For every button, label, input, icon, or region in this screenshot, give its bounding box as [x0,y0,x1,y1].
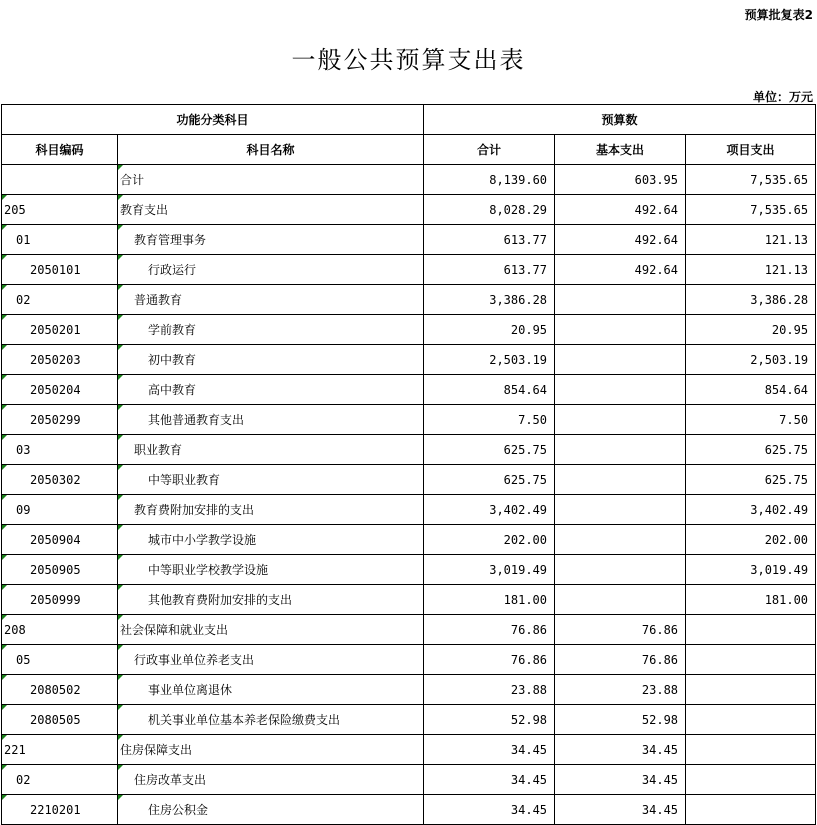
cell-flag-icon [2,675,7,680]
table-row [2,465,816,495]
cell-code [2,675,118,705]
cell-project [686,285,816,315]
cell-code-text: 2050101 [30,262,81,277]
cell-name-text: 学前教育 [148,323,197,337]
cell-name [118,795,424,825]
cell-code [2,345,118,375]
cell-basic [555,435,686,465]
cell-project-text: 121.13 [764,232,809,247]
cell-basic [555,405,686,435]
cell-flag-icon [118,795,123,800]
header-name: 科目名称 [118,135,424,165]
cell-flag-icon [2,795,7,800]
cell-code-text: 03 [16,442,31,457]
cell-flag-icon [2,645,7,650]
cell-name [118,465,424,495]
cell-code-text: 208 [4,622,26,637]
cell-total-text: 3,386.28 [489,292,548,307]
cell-code-text: 2050904 [30,532,81,547]
header-column-row [2,135,816,165]
cell-total [424,735,555,765]
cell-code [2,645,118,675]
cell-total-text: 613.77 [503,262,548,277]
cell-project [686,765,816,795]
cell-name [118,585,424,615]
cell-project [686,525,816,555]
cell-name [118,375,424,405]
cell-total-text: 23.88 [510,682,548,697]
cell-basic-text: 34.45 [641,802,679,817]
cell-basic [555,555,686,585]
cell-code [2,435,118,465]
cell-code [2,495,118,525]
cell-project-text: 7,535.65 [750,172,809,187]
cell-code [2,195,118,225]
cell-name [118,555,424,585]
cell-flag-icon [2,315,7,320]
cell-name [118,255,424,285]
cell-basic [555,315,686,345]
cell-name [118,705,424,735]
cell-code-text: 2050203 [30,352,81,367]
cell-project [686,555,816,585]
table-row [2,795,816,825]
cell-total [424,795,555,825]
table-row [2,555,816,585]
cell-total [424,705,555,735]
cell-code [2,615,118,645]
cell-code-text: 01 [16,232,31,247]
cell-basic-text: 52.98 [641,712,679,727]
cell-code-text: 2050999 [30,592,81,607]
cell-total-text: 3,019.49 [489,562,548,577]
cell-name-text: 其他教育费附加安排的支出 [148,593,293,607]
cell-flag-icon [2,555,7,560]
cell-code [2,165,118,195]
cell-basic [555,165,686,195]
cell-code-text: 221 [4,742,26,757]
cell-name [118,345,424,375]
cell-flag-icon [118,225,123,230]
cell-basic [555,645,686,675]
cell-project-text: 3,386.28 [750,292,809,307]
table-row [2,645,816,675]
cell-project [686,255,816,285]
cell-total [424,195,555,225]
cell-code-text: 2080505 [30,712,81,727]
cell-name [118,225,424,255]
cell-total [424,405,555,435]
cell-project-text: 625.75 [764,442,809,457]
cell-code-text: 205 [4,202,26,217]
cell-total-text: 34.45 [510,802,548,817]
table-row [2,495,816,525]
cell-flag-icon [118,585,123,590]
cell-total [424,165,555,195]
cell-name [118,195,424,225]
cell-basic-text: 76.86 [641,622,679,637]
cell-total [424,375,555,405]
cell-total-text: 34.45 [510,772,548,787]
cell-flag-icon [118,255,123,260]
cell-name [118,285,424,315]
cell-flag-icon [2,495,7,500]
table-row [2,165,816,195]
cell-basic [555,285,686,315]
cell-name [118,675,424,705]
cell-code-text: 2210201 [30,802,81,817]
cell-flag-icon [2,255,7,260]
cell-total [424,255,555,285]
header-group-row [2,105,816,135]
cell-basic [555,795,686,825]
header-total: 合计 [424,135,555,165]
cell-name-text: 行政运行 [148,263,197,277]
table-row [2,435,816,465]
cell-flag-icon [2,735,7,740]
cell-flag-icon [2,465,7,470]
cell-total-text: 202.00 [503,532,548,547]
cell-total-text: 34.45 [510,742,548,757]
cell-name [118,315,424,345]
cell-code [2,585,118,615]
cell-basic-text: 34.45 [641,742,679,757]
cell-name [118,615,424,645]
cell-total-text: 20.95 [510,322,548,337]
cell-name-text: 住房公积金 [148,803,209,817]
cell-project [686,795,816,825]
cell-name-text: 初中教育 [148,353,197,367]
cell-project [686,705,816,735]
cell-code [2,405,118,435]
cell-flag-icon [118,375,123,380]
cell-total-text: 625.75 [503,442,548,457]
cell-name-text: 事业单位离退休 [148,683,233,697]
cell-flag-icon [118,645,123,650]
table-row [2,735,816,765]
cell-project [686,465,816,495]
cell-project [686,645,816,675]
cell-code [2,525,118,555]
cell-total [424,675,555,705]
cell-total [424,285,555,315]
cell-total-text: 854.64 [503,382,548,397]
cell-total [424,345,555,375]
cell-code [2,705,118,735]
cell-total-text: 7.50 [518,412,548,427]
cell-basic [555,675,686,705]
cell-total-text: 181.00 [503,592,548,607]
cell-flag-icon [2,585,7,590]
table-row [2,525,816,555]
page-title: 一般公共预算支出表 [291,46,526,74]
cell-project [686,165,816,195]
cell-name-text: 教育费附加安排的支出 [134,503,255,517]
cell-flag-icon [118,435,123,440]
cell-basic [555,735,686,765]
cell-total-text: 613.77 [503,232,548,247]
table-row [2,255,816,285]
cell-flag-icon [118,195,123,200]
cell-project-text: 7,535.65 [750,202,809,217]
cell-project [686,375,816,405]
cell-project [686,735,816,765]
cell-basic-text: 603.95 [634,172,679,187]
header-basic: 基本支出 [555,135,686,165]
cell-basic-text: 492.64 [634,262,679,277]
cell-flag-icon [2,615,7,620]
cell-project-text: 202.00 [764,532,809,547]
cell-name [118,645,424,675]
cell-code [2,795,118,825]
cell-flag-icon [118,735,123,740]
cell-basic [555,375,686,405]
cell-flag-icon [118,285,123,290]
cell-basic [555,195,686,225]
table-row [2,375,816,405]
cell-flag-icon [118,675,123,680]
cell-code [2,375,118,405]
cell-flag-icon [118,165,123,170]
header-group-budget: 预算数 [424,105,816,135]
cell-flag-icon [118,555,123,560]
cell-code [2,225,118,255]
cell-flag-icon [2,225,7,230]
table-row [2,195,816,225]
header-group-functional: 功能分类科目 [2,105,424,135]
cell-name [118,405,424,435]
cell-project [686,435,816,465]
cell-name-text: 教育管理事务 [134,233,207,247]
header-project: 项目支出 [686,135,816,165]
cell-project-text: 7.50 [779,412,809,427]
cell-total [424,765,555,795]
budget-table-body [2,165,816,825]
cell-flag-icon [2,345,7,350]
cell-project-text: 854.64 [764,382,809,397]
cell-flag-icon [118,765,123,770]
cell-code [2,765,118,795]
cell-total [424,645,555,675]
cell-flag-icon [118,465,123,470]
cell-project [686,615,816,645]
cell-basic [555,585,686,615]
cell-name-text: 城市中小学教学设施 [148,533,257,547]
cell-total [424,495,555,525]
cell-flag-icon [2,405,7,410]
cell-name-text: 中等职业教育 [148,473,221,487]
cell-code-text: 05 [16,652,31,667]
cell-code [2,285,118,315]
cell-name-text: 教育支出 [120,203,169,217]
cell-name [118,165,424,195]
cell-code [2,555,118,585]
cell-project-text: 2,503.19 [750,352,809,367]
cell-project [686,315,816,345]
table-row [2,345,816,375]
cell-code-text: 2050905 [30,562,81,577]
cell-total-text: 8,028.29 [489,202,548,217]
cell-project-text: 20.95 [771,322,809,337]
cell-code-text: 09 [16,502,31,517]
cell-flag-icon [118,345,123,350]
cell-code-text: 02 [16,292,31,307]
cell-flag-icon [2,285,7,290]
cell-project-text: 181.00 [764,592,809,607]
cell-code-text: 2050302 [30,472,81,487]
cell-code-text: 2080502 [30,682,81,697]
cell-project-text: 3,402.49 [750,502,809,517]
cell-total-text: 76.86 [510,652,548,667]
cell-total [424,555,555,585]
cell-total [424,465,555,495]
cell-basic [555,255,686,285]
cell-name [118,765,424,795]
cell-project-text: 625.75 [764,472,809,487]
cell-total-text: 3,402.49 [489,502,548,517]
unit-label: 单位：万元 [752,90,813,104]
cell-basic [555,615,686,645]
cell-project-text: 121.13 [764,262,809,277]
cell-name-text: 行政事业单位养老支出 [134,653,255,667]
cell-name [118,735,424,765]
table-row [2,765,816,795]
cell-code [2,735,118,765]
table-row [2,675,816,705]
cell-flag-icon [118,405,123,410]
cell-flag-icon [2,195,7,200]
cell-name-text: 中等职业学校教学设施 [148,563,269,577]
cell-code-text: 2050201 [30,322,81,337]
cell-basic-text: 34.45 [641,772,679,787]
cell-total-text: 52.98 [510,712,548,727]
header-code: 科目编码 [2,135,118,165]
cell-name-text: 住房改革支出 [134,773,207,787]
cell-basic-text: 492.64 [634,202,679,217]
cell-total-text: 76.86 [510,622,548,637]
cell-total-text: 625.75 [503,472,548,487]
table-row [2,315,816,345]
cell-total [424,585,555,615]
cell-code-text: 2050204 [30,382,81,397]
cell-basic [555,495,686,525]
cell-flag-icon [118,495,123,500]
cell-basic-text: 76.86 [641,652,679,667]
cell-total [424,315,555,345]
cell-name-text: 合计 [120,173,145,187]
cell-project [686,195,816,225]
cell-flag-icon [2,525,7,530]
cell-flag-icon [118,525,123,530]
table-row [2,405,816,435]
cell-name-text: 其他普通教育支出 [148,413,245,427]
table-row [2,615,816,645]
cell-basic [555,705,686,735]
cell-flag-icon [118,315,123,320]
table-number-label: 预算批复表2 [744,8,813,22]
cell-project [686,345,816,375]
cell-name [118,435,424,465]
cell-name [118,525,424,555]
cell-name-text: 高中教育 [148,383,197,397]
cell-project [686,495,816,525]
table-row [2,705,816,735]
cell-code-text: 2050299 [30,412,81,427]
cell-flag-icon [2,765,7,770]
cell-basic [555,525,686,555]
table-row [2,225,816,255]
cell-total [424,435,555,465]
cell-name-text: 社会保障和就业支出 [120,623,229,637]
cell-project [686,405,816,435]
cell-code [2,465,118,495]
cell-project [686,585,816,615]
cell-flag-icon [118,615,123,620]
cell-code-text: 02 [16,772,31,787]
cell-flag-icon [118,705,123,710]
cell-total-text: 8,139.60 [489,172,548,187]
cell-name-text: 职业教育 [134,443,183,457]
cell-basic-text: 492.64 [634,232,679,247]
table-row [2,285,816,315]
cell-code [2,315,118,345]
cell-basic-text: 23.88 [641,682,679,697]
cell-project [686,675,816,705]
cell-basic [555,465,686,495]
cell-name [118,495,424,525]
cell-code [2,255,118,285]
cell-total [424,225,555,255]
table-row [2,585,816,615]
budget-table [1,104,816,825]
cell-basic [555,765,686,795]
cell-flag-icon [2,435,7,440]
cell-flag-icon [2,705,7,710]
cell-total [424,525,555,555]
cell-total-text: 2,503.19 [489,352,548,367]
cell-project [686,225,816,255]
cell-basic [555,225,686,255]
cell-flag-icon [2,375,7,380]
cell-name-text: 机关事业单位基本养老保险缴费支出 [148,713,341,727]
cell-name-text: 普通教育 [134,293,183,307]
cell-basic [555,345,686,375]
cell-total [424,615,555,645]
cell-project-text: 3,019.49 [750,562,809,577]
cell-name-text: 住房保障支出 [120,743,193,757]
